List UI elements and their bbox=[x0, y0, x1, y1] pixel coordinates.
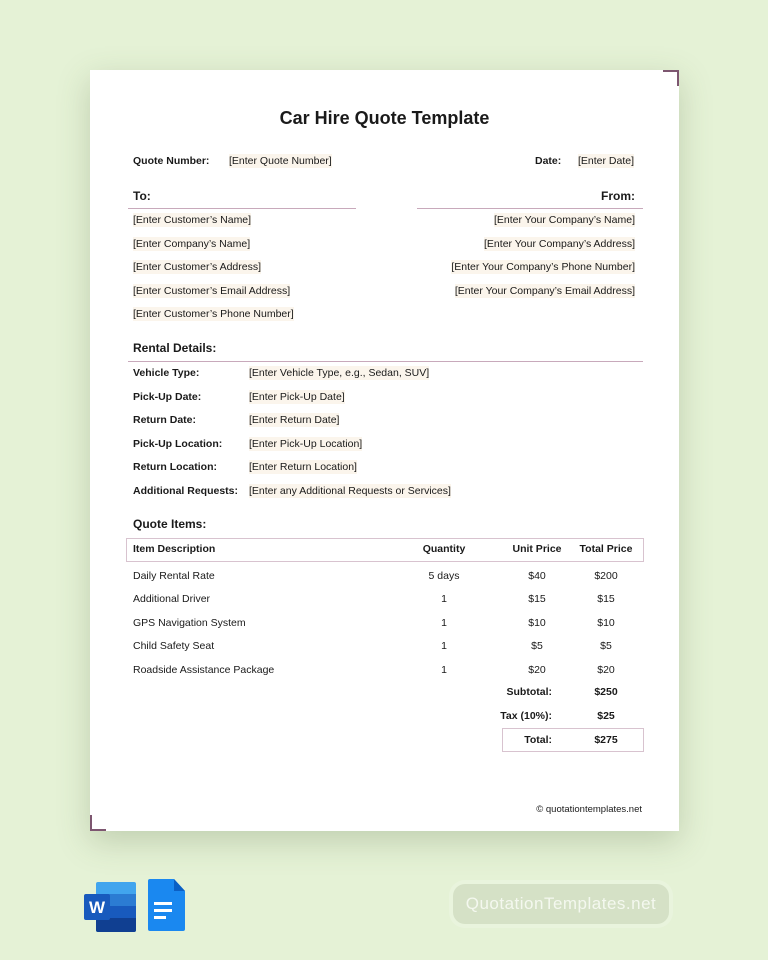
company-phone-field[interactable]: [Enter Your Company’s Phone Number] bbox=[451, 261, 635, 273]
divider bbox=[417, 208, 643, 209]
customer-company-field[interactable]: [Enter Company’s Name] bbox=[133, 238, 251, 250]
google-docs-icon bbox=[147, 879, 185, 931]
total-value: $275 bbox=[594, 734, 618, 746]
item-unit-price: $5 bbox=[531, 640, 543, 652]
brand-badge: QuotationTemplates.net bbox=[453, 884, 669, 924]
item-quantity: 1 bbox=[441, 617, 447, 629]
rental-label: Pick-Up Location: bbox=[133, 438, 223, 450]
quote-number-label: Quote Number: bbox=[133, 155, 210, 167]
quote-document bbox=[90, 70, 679, 831]
item-total-price: $20 bbox=[597, 664, 615, 676]
company-address-field[interactable]: [Enter Your Company’s Address] bbox=[484, 238, 635, 250]
pickup-location-field[interactable]: [Enter Pick-Up Location] bbox=[249, 438, 363, 450]
customer-name-field[interactable]: [Enter Customer’s Name] bbox=[133, 214, 252, 226]
column-header: Item Description bbox=[133, 543, 216, 555]
rental-label: Vehicle Type: bbox=[133, 367, 200, 379]
item-quantity: 5 days bbox=[428, 570, 460, 582]
company-name-field[interactable]: [Enter Your Company’s Name] bbox=[493, 214, 635, 226]
divider bbox=[128, 361, 643, 362]
item-total-price: $10 bbox=[597, 617, 615, 629]
column-header: Quantity bbox=[422, 543, 466, 555]
item-description: Daily Rental Rate bbox=[133, 570, 215, 582]
quote-number-field[interactable]: [Enter Quote Number] bbox=[229, 155, 332, 167]
item-unit-price: $10 bbox=[528, 617, 546, 629]
customer-email-field[interactable]: [Enter Customer’s Email Address] bbox=[133, 285, 291, 297]
column-header: Total Price bbox=[579, 543, 633, 555]
item-description: GPS Navigation System bbox=[133, 617, 246, 629]
customer-address-field[interactable]: [Enter Customer’s Address] bbox=[133, 261, 261, 273]
tax-value: $25 bbox=[597, 710, 615, 722]
corner-mark bbox=[90, 815, 106, 831]
rental-label: Return Date: bbox=[133, 414, 197, 426]
item-unit-price: $15 bbox=[528, 593, 546, 605]
company-email-field[interactable]: [Enter Your Company’s Email Address] bbox=[454, 285, 635, 297]
from-heading: From: bbox=[601, 189, 635, 203]
to-heading: To: bbox=[133, 189, 151, 203]
date-field[interactable]: [Enter Date] bbox=[578, 155, 635, 167]
total-label: Total: bbox=[524, 734, 552, 746]
customer-phone-field[interactable]: [Enter Customer’s Phone Number] bbox=[133, 308, 294, 320]
item-total-price: $5 bbox=[600, 640, 612, 652]
return-date-field[interactable]: [Enter Return Date] bbox=[249, 414, 340, 426]
item-quantity: 1 bbox=[441, 664, 447, 676]
item-quantity: 1 bbox=[441, 640, 447, 652]
rental-details-heading: Rental Details: bbox=[133, 341, 217, 355]
item-description: Roadside Assistance Package bbox=[133, 664, 275, 676]
item-quantity: 1 bbox=[441, 593, 447, 605]
return-location-field[interactable]: [Enter Return Location] bbox=[249, 461, 357, 473]
vehicle-type-field[interactable]: [Enter Vehicle Type, e.g., Sedan, SUV] bbox=[249, 367, 430, 379]
rental-label: Pick-Up Date: bbox=[133, 391, 202, 403]
subtotal-label: Subtotal: bbox=[506, 686, 552, 698]
subtotal-value: $250 bbox=[594, 686, 618, 698]
item-description: Additional Driver bbox=[133, 593, 211, 605]
word-icon bbox=[84, 880, 138, 932]
rental-label: Additional Requests: bbox=[133, 485, 239, 497]
tax-label: Tax (10%): bbox=[500, 710, 552, 722]
document-title: Car Hire Quote Template bbox=[279, 108, 490, 128]
svg-text:W: W bbox=[88, 898, 106, 917]
divider bbox=[128, 208, 356, 209]
item-total-price: $200 bbox=[594, 570, 618, 582]
pickup-date-field[interactable]: [Enter Pick-Up Date] bbox=[249, 391, 345, 403]
quote-items-heading: Quote Items: bbox=[133, 517, 207, 531]
corner-mark bbox=[663, 70, 679, 86]
additional-requests-field[interactable]: [Enter any Additional Requests or Services] bbox=[249, 485, 451, 497]
item-unit-price: $20 bbox=[528, 664, 546, 676]
column-header: Unit Price bbox=[512, 543, 562, 555]
item-total-price: $15 bbox=[597, 593, 615, 605]
item-description: Child Safety Seat bbox=[133, 640, 215, 652]
item-unit-price: $40 bbox=[528, 570, 546, 582]
rental-label: Return Location: bbox=[133, 461, 217, 473]
date-label: Date: bbox=[535, 155, 562, 167]
footer-copyright: © quotationtemplates.net bbox=[536, 804, 642, 815]
